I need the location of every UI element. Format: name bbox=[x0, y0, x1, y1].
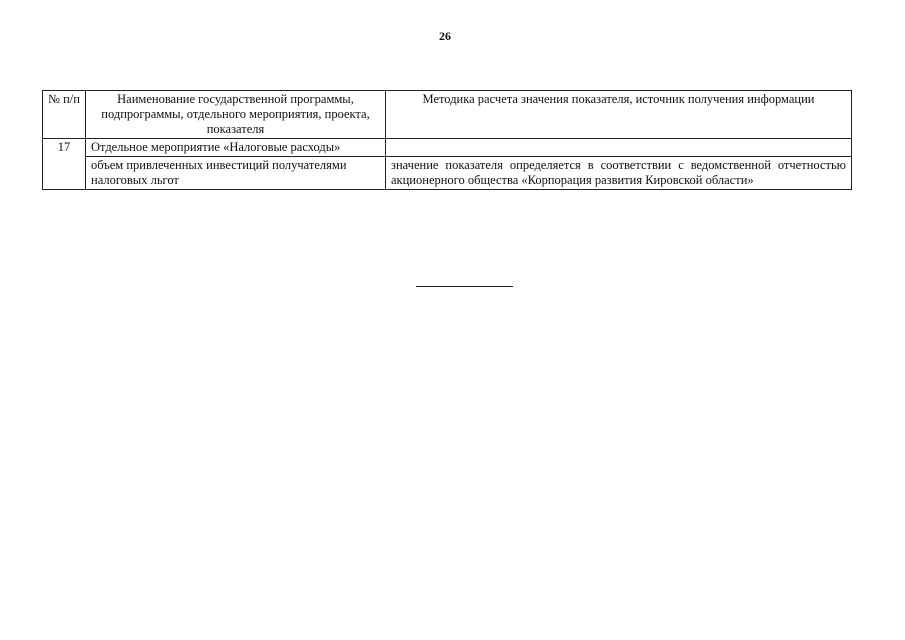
page-number: 26 bbox=[439, 29, 451, 43]
row-name: Отдельное мероприятие «Налоговые расходы» bbox=[86, 139, 386, 157]
header-number: № п/п bbox=[43, 91, 86, 139]
indicator-table bbox=[42, 90, 852, 190]
row-method: значение показателя определяется в соответствии с ведомственной отчетностью акционерного общества «Корпорация развития Кировской области» bbox=[386, 157, 852, 190]
table-header-row bbox=[43, 91, 852, 139]
header-name: Наименование государственной программы, подпрограммы, отдельного мероприятия, проекта, показателя bbox=[86, 91, 386, 139]
table-row bbox=[43, 139, 852, 157]
row-name: объем привлеченных инвестиций получателями налоговых льгот bbox=[86, 157, 386, 190]
row-number: 17 bbox=[43, 139, 86, 190]
table-row bbox=[43, 157, 852, 190]
row-method bbox=[386, 139, 852, 157]
end-of-document-rule bbox=[416, 286, 513, 287]
header-method: Методика расчета значения показателя, источник получения информации bbox=[386, 91, 852, 139]
